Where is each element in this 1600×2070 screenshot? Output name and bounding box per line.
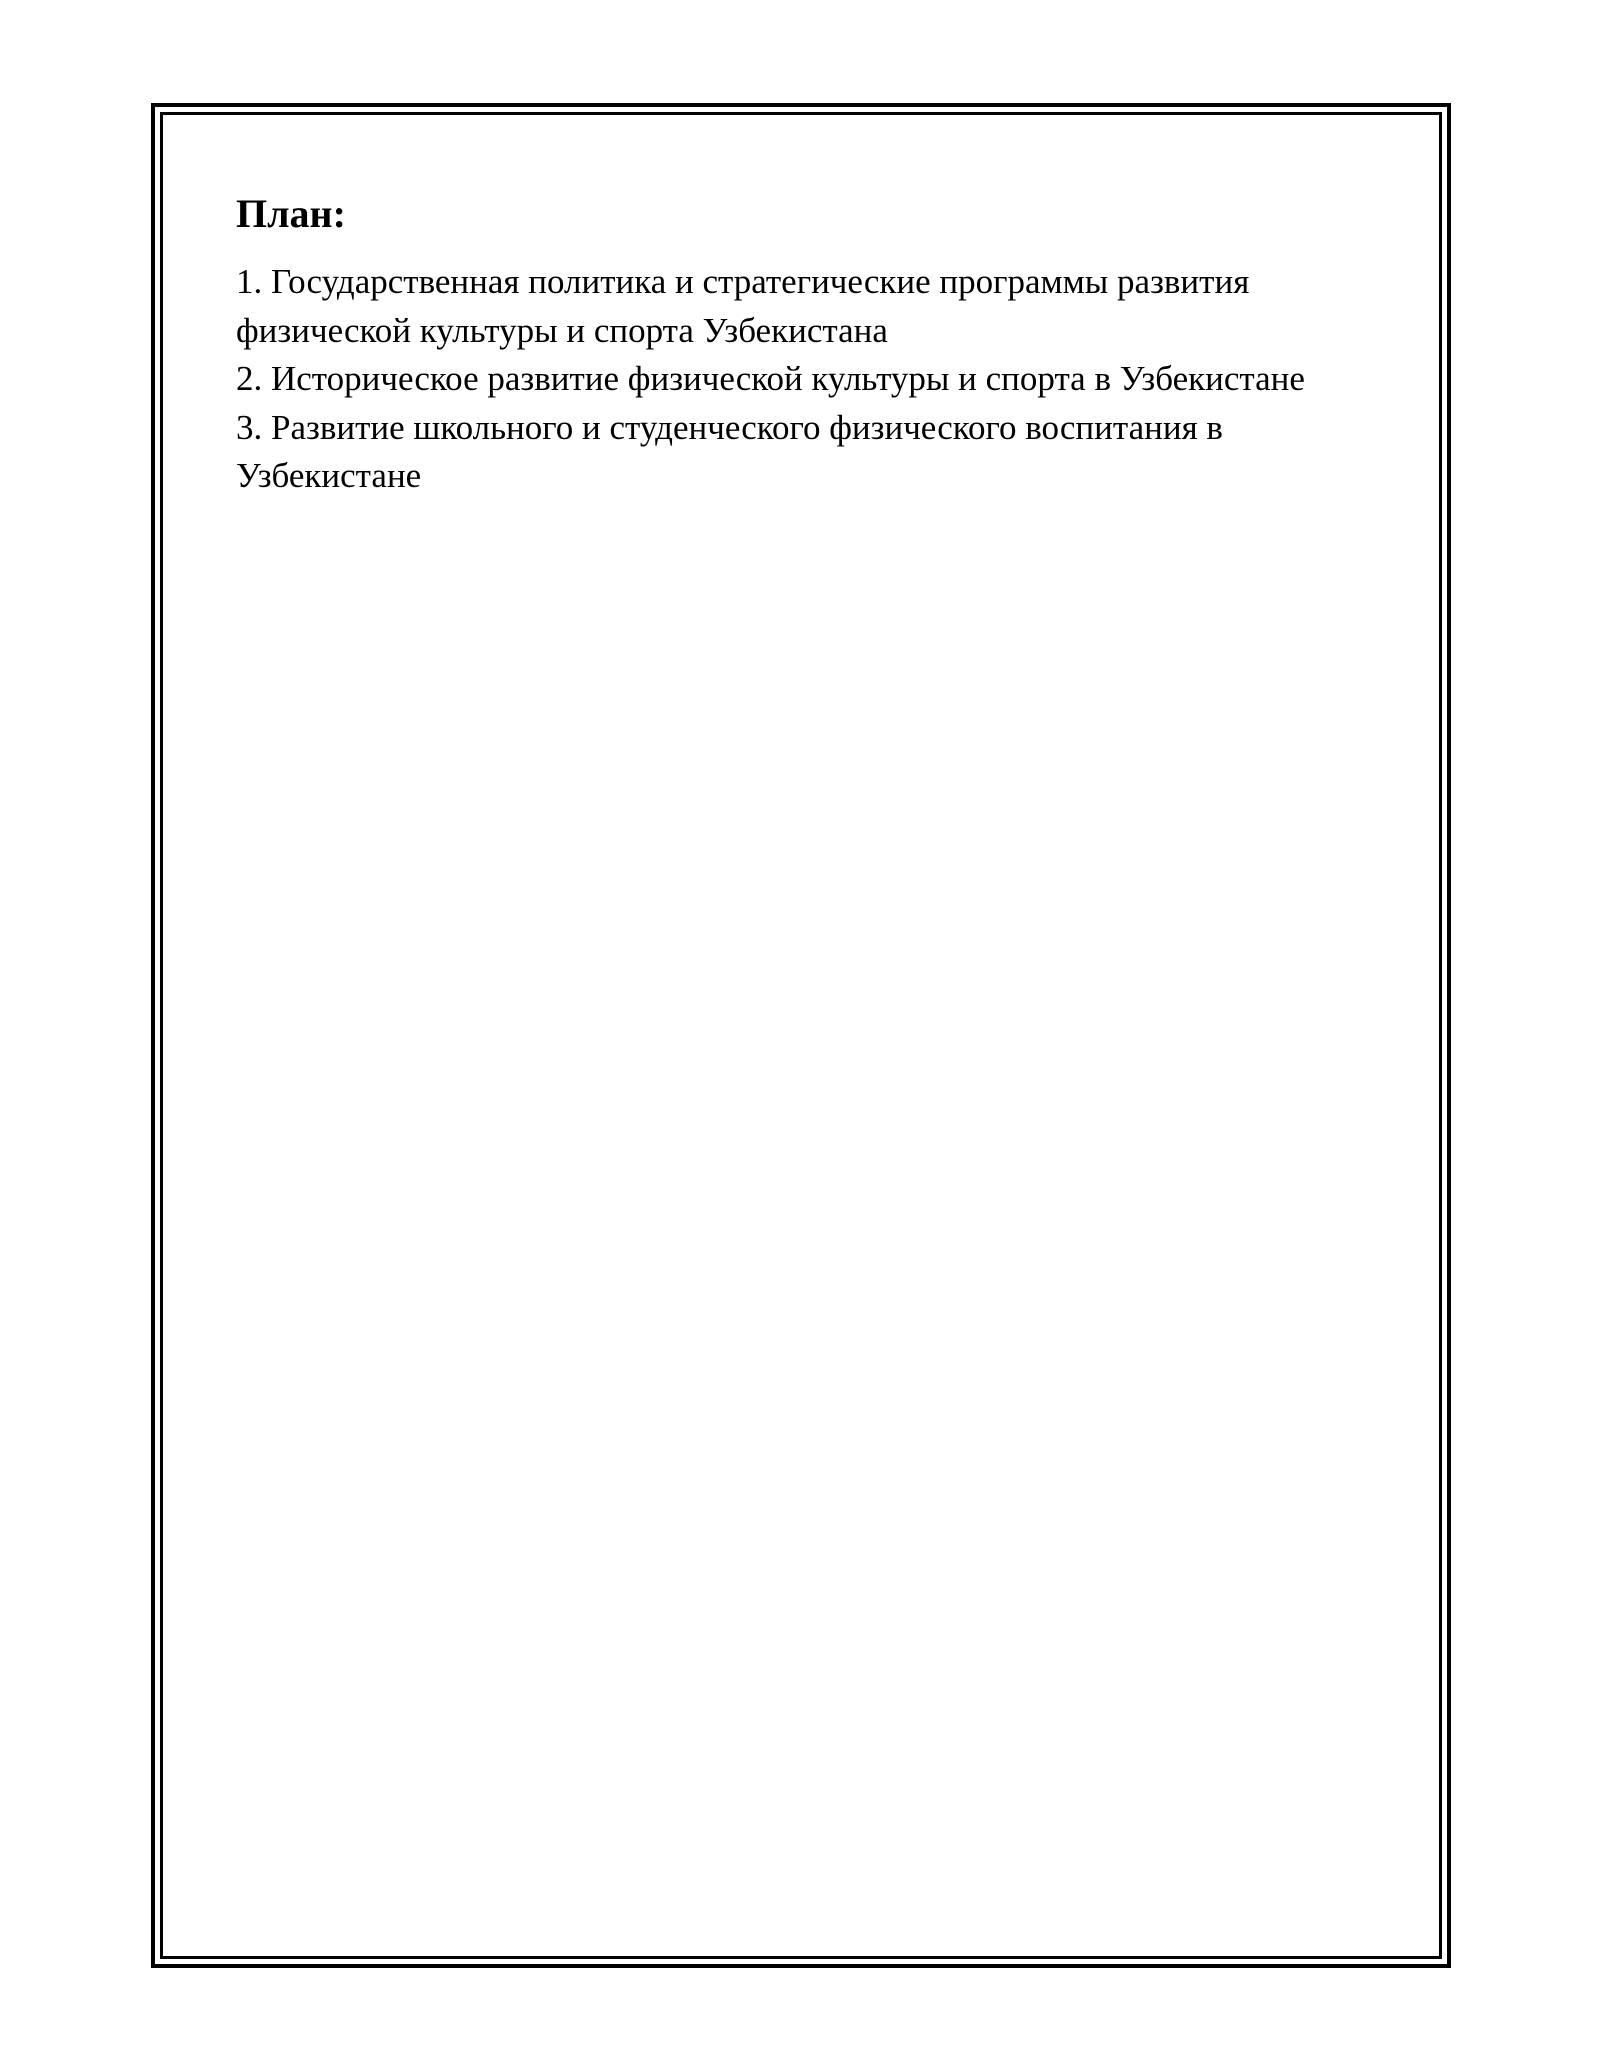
plan-item-2: 2. Историческое развитие физической культуры и спорта в Узбекистане — [236, 359, 1305, 398]
plan-item-1: 1. Государственная политика и стратегические программы развития физической культуры и спорта Узбекистана — [236, 262, 1250, 350]
plan-title: План: — [236, 191, 346, 236]
plan-section — [236, 188, 1386, 501]
plan-list — [236, 258, 1386, 501]
plan-item-3: 3. Развитие школьного и студенческого физического воспитания в Узбекистане — [236, 407, 1223, 495]
